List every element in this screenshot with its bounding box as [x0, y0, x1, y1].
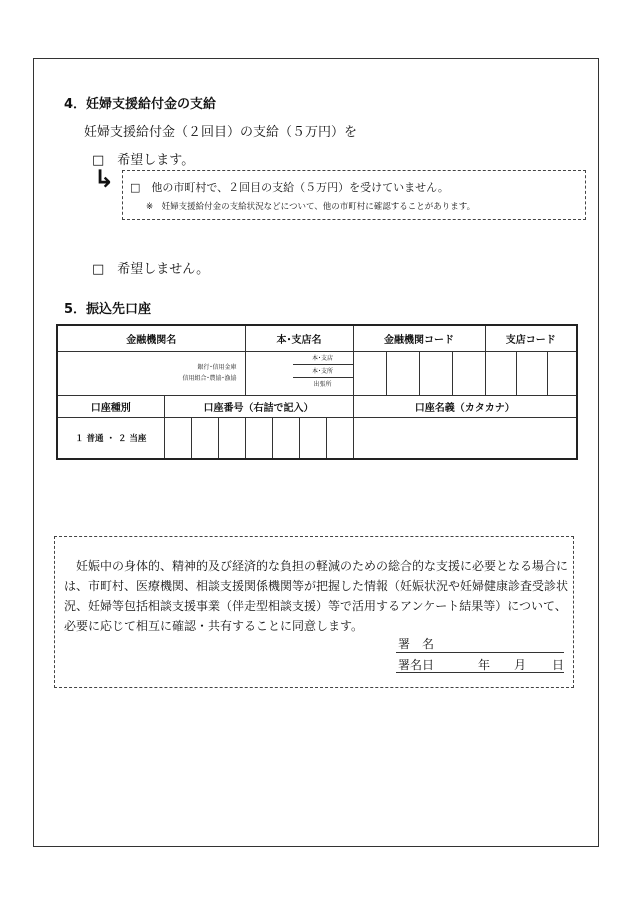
option-yes-checkbox[interactable]: □ 希望します。 [92, 153, 195, 168]
date-label: 署名日 [398, 658, 435, 672]
bank-code-digit[interactable] [419, 351, 452, 395]
account-type-header: 口座種別 [57, 395, 164, 417]
section4-subheading: 妊婦支援給付金（２回目）の支給（５万円）を [84, 125, 358, 140]
municipality-check-notice: ※ 妊婦支援給付金の支給状況などについて、他の市町村に確認することがあります。 [146, 202, 476, 212]
signature-label: 署 名 [398, 637, 435, 651]
date-day-label: 日 [552, 658, 565, 672]
date-month-label: 月 [514, 658, 527, 672]
date-line[interactable] [396, 672, 564, 673]
bank-code-digit[interactable] [452, 351, 485, 395]
account-number-digit[interactable] [218, 417, 245, 459]
date-year-label: 年 [478, 658, 491, 672]
account-number-digit[interactable] [191, 417, 218, 459]
bank-type-2: 信用組合･農協･漁協 [182, 375, 237, 382]
section4-heading: 4．妊婦支援給付金の支給 [64, 97, 217, 112]
bank-name-header: 金融機関名 [57, 325, 245, 351]
bank-type-1: 銀行･信用金庫 [197, 364, 237, 371]
bank-code-digit[interactable] [386, 351, 419, 395]
account-holder-header: 口座名義（カタカナ） [353, 395, 577, 417]
account-type-cell[interactable]: １ 普通 ・ ２ 当座 [57, 417, 164, 459]
branch-code-digit[interactable] [547, 351, 577, 395]
bank-name-cell[interactable] [57, 351, 245, 395]
branch-name-cell[interactable] [245, 351, 353, 395]
other-municipality-note-box [122, 170, 586, 220]
account-number-digit[interactable] [326, 417, 353, 459]
bank-code-digit[interactable] [353, 351, 386, 395]
consent-text: 妊娠中の身体的、精神的及び経済的な負担の軽減のための総合的な支援に必要となる場合には、市町村、医療機関、相談支援関係機関等が把握した情報（妊娠状況や妊婦健康診査受診状況、妊婦等包括相談支援事業（伴走型相談支援）等で活用するアンケート結果等）について、必要に応じて相互に確認・共有することに同意します。 [64, 559, 569, 633]
branch-type-2: 本･支所 [293, 366, 353, 378]
branch-type-3: 出張所 [313, 380, 332, 388]
branch-name-header: 本･支店名 [245, 325, 353, 351]
account-holder-cell[interactable] [353, 417, 577, 459]
account-number-digit[interactable] [299, 417, 326, 459]
account-number-digit[interactable] [245, 417, 272, 459]
account-number-digit[interactable] [164, 417, 191, 459]
bank-account-table [56, 324, 578, 460]
arrow-down-right-icon: ↳ [94, 165, 115, 193]
account-number-header: 口座番号（右詰で記入） [164, 395, 353, 417]
branch-code-digit[interactable] [485, 351, 516, 395]
section5-heading: 5．振込先口座 [64, 302, 152, 317]
account-number-digit[interactable] [272, 417, 299, 459]
other-municipality-checkbox[interactable]: □ 他の市町村で、２回目の支給（５万円）を受けていません。 [130, 181, 449, 194]
branch-code-header: 支店コード [485, 325, 577, 351]
bank-code-header: 金融機関コード [353, 325, 485, 351]
option-no-checkbox[interactable]: □ 希望しません。 [92, 262, 210, 277]
branch-type-1: 本･支店 [293, 353, 353, 365]
signature-line[interactable] [396, 652, 564, 653]
branch-code-digit[interactable] [516, 351, 547, 395]
